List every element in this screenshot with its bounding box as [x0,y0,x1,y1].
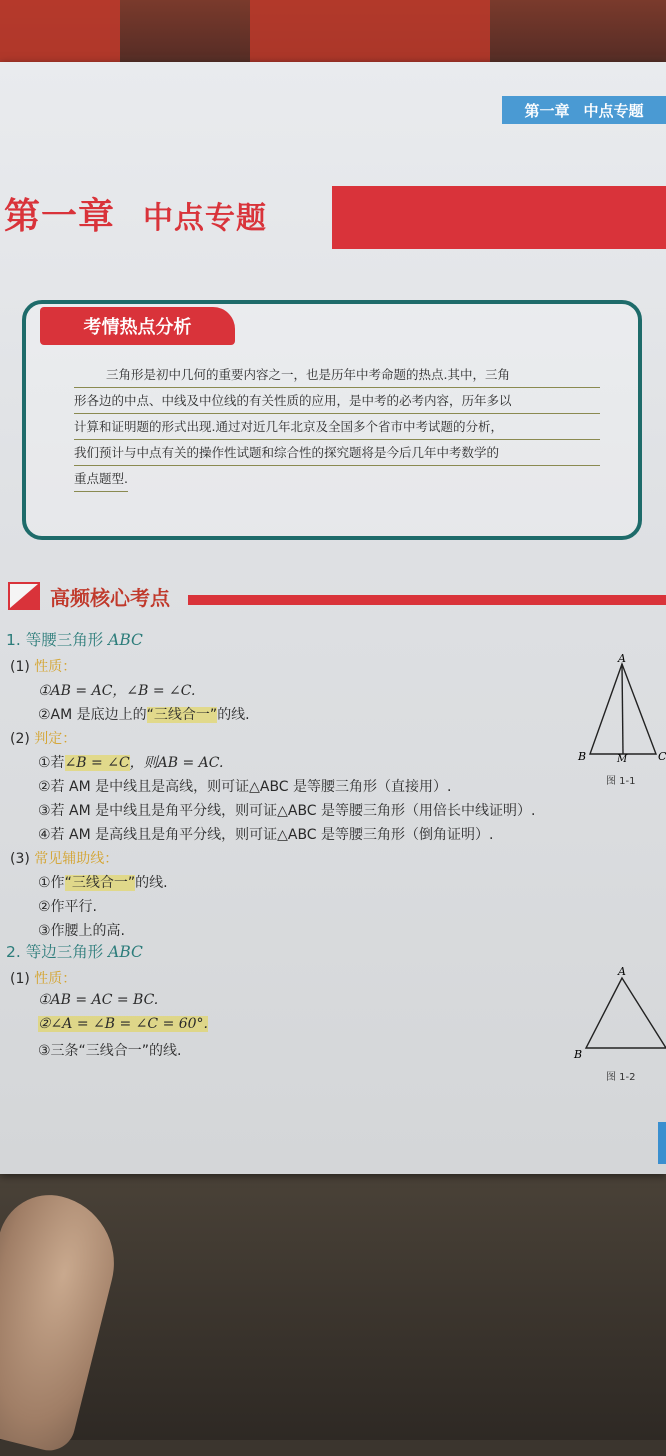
figure2-label-b: B [574,1048,583,1060]
topic2-prop2 [38,1016,208,1032]
figure-1-2-equilateral-triangle [572,964,666,1060]
analysis-line: 三角形是初中几何的重要内容之一，也是历年中考命题的热点.其中，三角 [74,362,600,388]
topic2-props-label-text: 性质： [34,971,77,987]
topic1-prop2-b: 的线. [217,707,250,723]
topic1-aux3: ③作腰上的高. [38,923,126,939]
section-title: 高频核心考点 [50,586,170,610]
topic1-prop2-highlight: “三线合一” [146,707,218,723]
page-edge-tab [658,1122,666,1164]
topic1-judge3: ③若 AM 是中线且是角平分线，则可证△ABC 是等腰三角形（用倍长中线证明）. [38,803,536,819]
figure-1-1-isosceles-triangle [574,652,666,762]
topic1-judge-label [10,728,76,748]
topic1-judge1-a: ①若 [38,755,65,771]
topic1-aux1-highlight: “三线合一” [64,875,136,891]
topic1-props-num: (1) [10,659,30,675]
figure1-label-m: M [617,754,628,762]
figure1-label-a: A [618,652,626,665]
topic2-prop2-text: ②∠A = ∠B = ∠C = 60°. [38,1016,209,1032]
figure2-label-a: A [618,965,626,978]
corner-tag-topic: 中点专题 [583,101,644,120]
figure-1-1-caption: 图 1-1 [606,776,636,787]
chapter-title [4,188,267,239]
section-triangle-icon [8,582,40,610]
topic1-aux-num: (3) [10,851,30,867]
topic2-prop1-text: ①AB = AC = BC. [38,992,159,1008]
analysis-tab: 考情热点分析 [40,307,235,345]
topic2-heading [6,940,143,962]
figure1-label-c: C [658,750,666,762]
chapter-title-bar [332,186,666,249]
topic2-prop3: ③三条“三线合一”的线. [38,1043,182,1059]
topic1-aux1-a: ①作 [38,875,65,891]
red-bag-left [0,0,120,70]
topic2-prop1 [38,992,158,1008]
topic1-aux2: ②作平行. [38,899,98,915]
topic1-judge4: ④若 AM 是高线且是角平分线，则可证△ABC 是等腰三角形（倒角证明）. [38,827,494,843]
corner-tag-chapter: 第一章 [524,101,570,120]
chapter-topic: 中点专题 [143,201,268,236]
topic1-judge-num: (2) [10,731,30,747]
topic1-prop2 [38,704,250,724]
topic1-heading-text: 1. 等腰三角形 [6,631,104,649]
topic2-heading-text: 2. 等边三角形 [6,943,104,961]
topic2-heading-italic: ABC [108,943,143,961]
analysis-line: 形各边的中点、中线及中位线的有关性质的应用，是中考的必考内容，历年多以 [74,388,600,414]
topic1-prop1 [38,680,195,700]
equilateral-triangle-shape [586,978,666,1048]
topic1-aux-label-text: 常见辅助线： [34,851,119,867]
analysis-line: 计算和证明题的形式出现.通过对近几年北京及全国多个省市中考试题的分析， [74,414,600,440]
topic1-judge1 [38,752,223,772]
chapter-number: 第一章 [4,196,116,237]
analysis-line: 我们预计与中点有关的操作性试题和综合性的探究题将是今后几年中考数学的 [74,440,600,466]
analysis-line: 重点题型. [74,466,128,492]
book-page [0,62,666,1174]
figure1-label-b: B [578,750,587,762]
topic1-heading [6,628,143,650]
analysis-text [74,362,600,492]
chapter-corner-tag [502,96,666,124]
topic2-props-label [10,968,76,988]
topic1-judge-label-text: 判定： [34,731,77,747]
topic1-judge2: ②若 AM 是中线且是高线，则可证△ABC 是等腰三角形（直接用）. [38,779,452,795]
topic1-heading-italic: ABC [108,631,143,649]
topic2-props-num: (1) [10,971,30,987]
topic1-props-label [10,656,76,676]
section-title-bar [188,595,666,605]
figure-1-2-caption: 图 1-2 [606,1072,636,1083]
topic1-prop2-a: ②AM 是底边上的 [38,707,147,723]
topic1-aux1 [38,872,168,892]
topic1-aux1-b: 的线. [135,875,168,891]
topic1-prop1-text: ①AB = AC，∠B = ∠C. [38,683,196,699]
topic1-judge1-highlight: ∠B = ∠C [64,755,130,771]
topic1-judge1-b: ，则AB = AC. [129,755,224,771]
topic1-aux-label [10,848,118,868]
median-am-line [622,664,623,754]
topic1-props-label-text: 性质： [34,659,77,675]
red-bag-right [250,0,490,70]
